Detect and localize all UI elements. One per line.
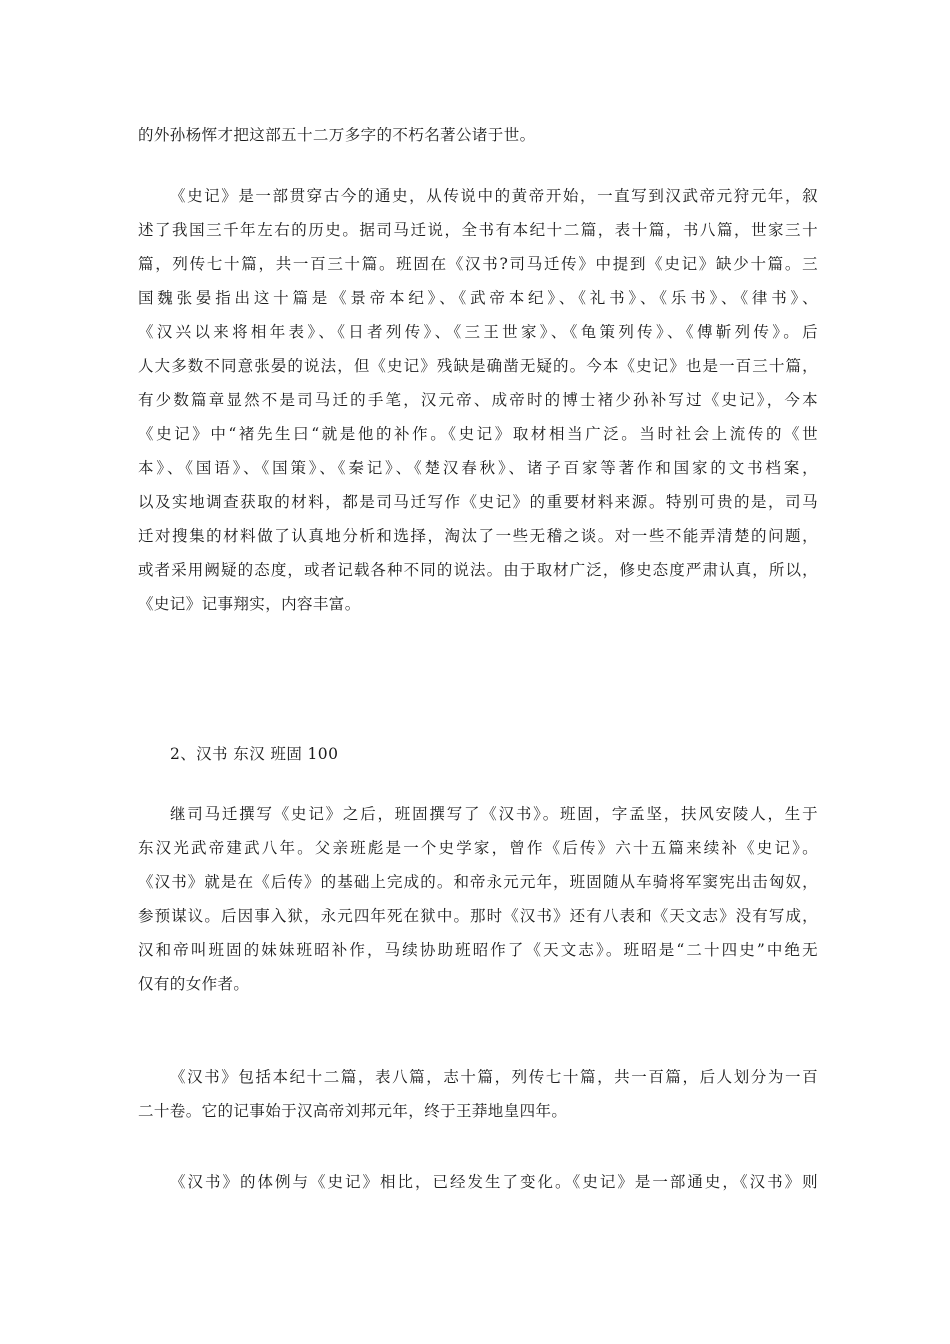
paragraph-bangu [138,797,818,1001]
text-line: 《汉书》就是在《后传》的基础上完成的。和帝永元元年，班固随从车骑将军窦宪出击匈奴， [138,873,818,891]
text-line: 本》、《国语》、《国策》、《秦记》、《楚汉春秋》、诸子百家等著作和国家的文书档案， [138,459,818,477]
text-line: 二十卷。它的记事始于汉高帝刘邦元年，终于王莽地皇四年。 [138,1102,568,1120]
text-line: 或者采用阙疑的态度，或者记载各种不同的说法。由于取材广泛，修史态度严肃认真，所以， [138,561,818,579]
paragraph-hanshu-structure [138,1060,818,1128]
paragraph-hanshu-style [138,1165,818,1199]
text-line: 人大多数不同意张晏的说法，但《史记》残缺是确凿无疑的。今本《史记》也是一百三十篇， [138,357,818,375]
text-line: 《汉书》的体例与《史记》相比，已经发生了变化。《史记》是一部通史，《汉书》则 [170,1173,818,1191]
section-heading-hanshu [138,737,818,771]
text-line: 《史记》是一部贯穿古今的通史，从传说中的黄帝开始，一直写到汉武帝元狩元年，叙 [170,187,818,205]
text-line: 继司马迁撰写《史记》之后，班固撰写了《汉书》。班固，字孟坚，扶风安陵人，生于 [170,805,818,823]
text-line: 迁对搜集的材料做了认真地分析和选择，淘汰了一些无稽之谈。对一些不能弄清楚的问题， [138,527,818,545]
text-line: 参预谋议。后因事入狱，永元四年死在狱中。那时《汉书》还有八表和《天文志》没有写成， [138,907,818,925]
text-line: 东汉光武帝建武八年。父亲班彪是一个史学家，曾作《后传》六十五篇来续补《史记》。 [138,839,818,857]
text-line: 国魏张晏指出这十篇是《景帝本纪》、《武帝本纪》、《礼书》、《乐书》、《律书》、 [138,289,818,307]
heading-line: 2、汉书 东汉 班固 100 [170,745,339,763]
text-line: 《史记》记事翔实，内容丰富。 [138,595,361,613]
paragraph-intro-tail [138,118,818,152]
text-line: 以及实地调查获取的材料，都是司马迁写作《史记》的重要材料来源。特别可贵的是，司马 [138,493,818,511]
text-line: 述了我国三千年左右的历史。据司马迁说，全书有本纪十二篇，表十篇，书八篇，世家三十 [138,221,818,239]
text-line: 有少数篇章显然不是司马迁的手笔，汉元帝、成帝时的博士褚少孙补写过《史记》，今本 [138,391,818,409]
text-line: 仅有的女作者。 [138,975,250,993]
text-line: 的外孙杨恽才把这部五十二万多字的不朽名著公诸于世。 [138,126,536,144]
text-line: 《汉书》包括本纪十二篇，表八篇，志十篇，列传七十篇，共一百篇，后人划分为一百 [170,1068,818,1086]
paragraph-shiji [138,179,818,621]
text-line: 篇，列传七十篇，共一百三十篇。班固在《汉书?司马迁传》中提到《史记》缺少十篇。三 [138,255,818,273]
text-line: 《史记》中“褚先生曰“就是他的补作。《史记》取材相当广泛。当时社会上流传的《世 [138,425,818,443]
text-line: 《汉兴以来将相年表》、《日者列传》、《三王世家》、《龟策列传》、《傅靳列传》。后 [138,323,818,341]
text-line: 汉和帝叫班固的妹妹班昭补作，马续协助班昭作了《天文志》。班昭是“二十四史”中绝无 [138,941,818,959]
